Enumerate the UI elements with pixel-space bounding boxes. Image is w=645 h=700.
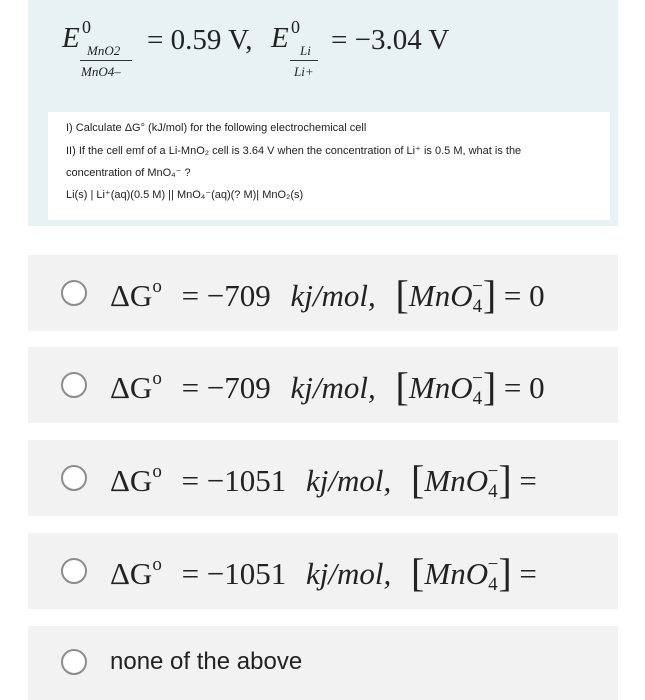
e-sup-2: 0 xyxy=(291,17,300,37)
answer-option-3[interactable] xyxy=(28,440,618,516)
unit: kj/mol, xyxy=(306,556,392,591)
answer-option-1[interactable] xyxy=(28,255,618,331)
fraction-bar-1 xyxy=(80,60,132,61)
species: MnO xyxy=(424,556,489,591)
bracket-left: [ xyxy=(411,457,425,502)
question-line-3: concentration of MnO₄⁻ ? xyxy=(66,167,191,179)
subscript: 4 xyxy=(472,388,483,409)
option-expression xyxy=(110,547,537,596)
concentration-value: = 0 xyxy=(503,278,545,313)
unit: kj/mol, xyxy=(306,463,392,498)
question-line-2: II) If the cell emf of a Li-MnO₂ cell is 3.64 V when the concentration of Li⁺ is 0.5 M, what is the xyxy=(66,145,522,157)
charge: − xyxy=(472,368,483,389)
unit: kj/mol, xyxy=(290,278,376,313)
question-line-1: I) Calculate ΔG° (kJ/mol) for the following electrochemical cell xyxy=(66,122,367,134)
e-value-2: = −3.04 V xyxy=(331,24,450,56)
bracket-right: ] xyxy=(498,550,512,595)
concentration-value: = xyxy=(519,463,537,498)
delta-g-value: = −1051 xyxy=(181,556,287,591)
clipped-overflow xyxy=(584,440,618,516)
option-label: none of the above xyxy=(110,648,303,675)
concentration-value: = 0 xyxy=(503,370,545,405)
bracket-right: ] xyxy=(482,364,497,409)
bracket-right: ] xyxy=(498,457,512,502)
superscript: o xyxy=(152,368,162,389)
answer-option-2[interactable] xyxy=(28,347,618,423)
superscript: o xyxy=(152,554,162,575)
option-expression xyxy=(110,361,545,410)
option-expression xyxy=(110,454,537,503)
superscript: o xyxy=(152,276,162,297)
charge: − xyxy=(487,554,499,575)
delta-g: ΔG xyxy=(110,556,153,591)
delta-g: ΔG xyxy=(110,370,153,405)
answer-option-5[interactable] xyxy=(28,626,618,700)
standard-potentials-formula xyxy=(28,0,618,100)
species: MnO xyxy=(408,370,473,405)
delta-g-value: = −709 xyxy=(181,278,271,313)
e-symbol-2: E xyxy=(271,22,289,54)
subscript: 4 xyxy=(488,481,498,502)
cell-notation: Li(s) | Li⁺(aq)(0.5 M) || MnO₄⁻(aq)(? M)| MnO₂(s) xyxy=(66,189,304,201)
radio-button[interactable] xyxy=(61,649,87,675)
species: MnO xyxy=(408,278,473,313)
delta-g-value: = −1051 xyxy=(181,463,287,498)
radio-button[interactable] xyxy=(61,465,87,491)
e-den-1: MnO4– xyxy=(81,64,121,79)
e-sub-2: Li xyxy=(300,43,311,58)
radio-button[interactable] xyxy=(61,372,87,398)
e-symbol-1: E xyxy=(62,22,80,54)
radio-button[interactable] xyxy=(61,558,87,584)
bracket-right: ] xyxy=(482,272,497,317)
option-expression xyxy=(110,269,545,318)
unit: kj/mol, xyxy=(290,370,376,405)
fraction-bar-2 xyxy=(290,60,318,61)
species: MnO xyxy=(424,463,489,498)
e-sub-1: MnO2 xyxy=(87,43,121,58)
clipped-overflow xyxy=(584,533,618,609)
charge: − xyxy=(472,276,483,297)
question-panel xyxy=(28,0,618,226)
delta-g-value: = −709 xyxy=(181,370,271,405)
radio-button[interactable] xyxy=(61,280,87,306)
charge: − xyxy=(487,461,499,482)
answer-option-4[interactable] xyxy=(28,533,618,609)
e-den-2: Li+ xyxy=(294,64,314,79)
subscript: 4 xyxy=(472,296,483,317)
bracket-left: [ xyxy=(395,272,409,317)
concentration-value: = xyxy=(519,556,537,591)
question-card xyxy=(48,112,610,220)
bracket-left: [ xyxy=(411,550,425,595)
e-sup-1: 0 xyxy=(82,17,91,37)
subscript: 4 xyxy=(488,574,498,595)
e-value-1: = 0.59 V, xyxy=(147,24,253,56)
bracket-left: [ xyxy=(395,364,409,409)
delta-g: ΔG xyxy=(110,463,153,498)
delta-g: ΔG xyxy=(110,278,153,313)
superscript: o xyxy=(152,461,162,482)
